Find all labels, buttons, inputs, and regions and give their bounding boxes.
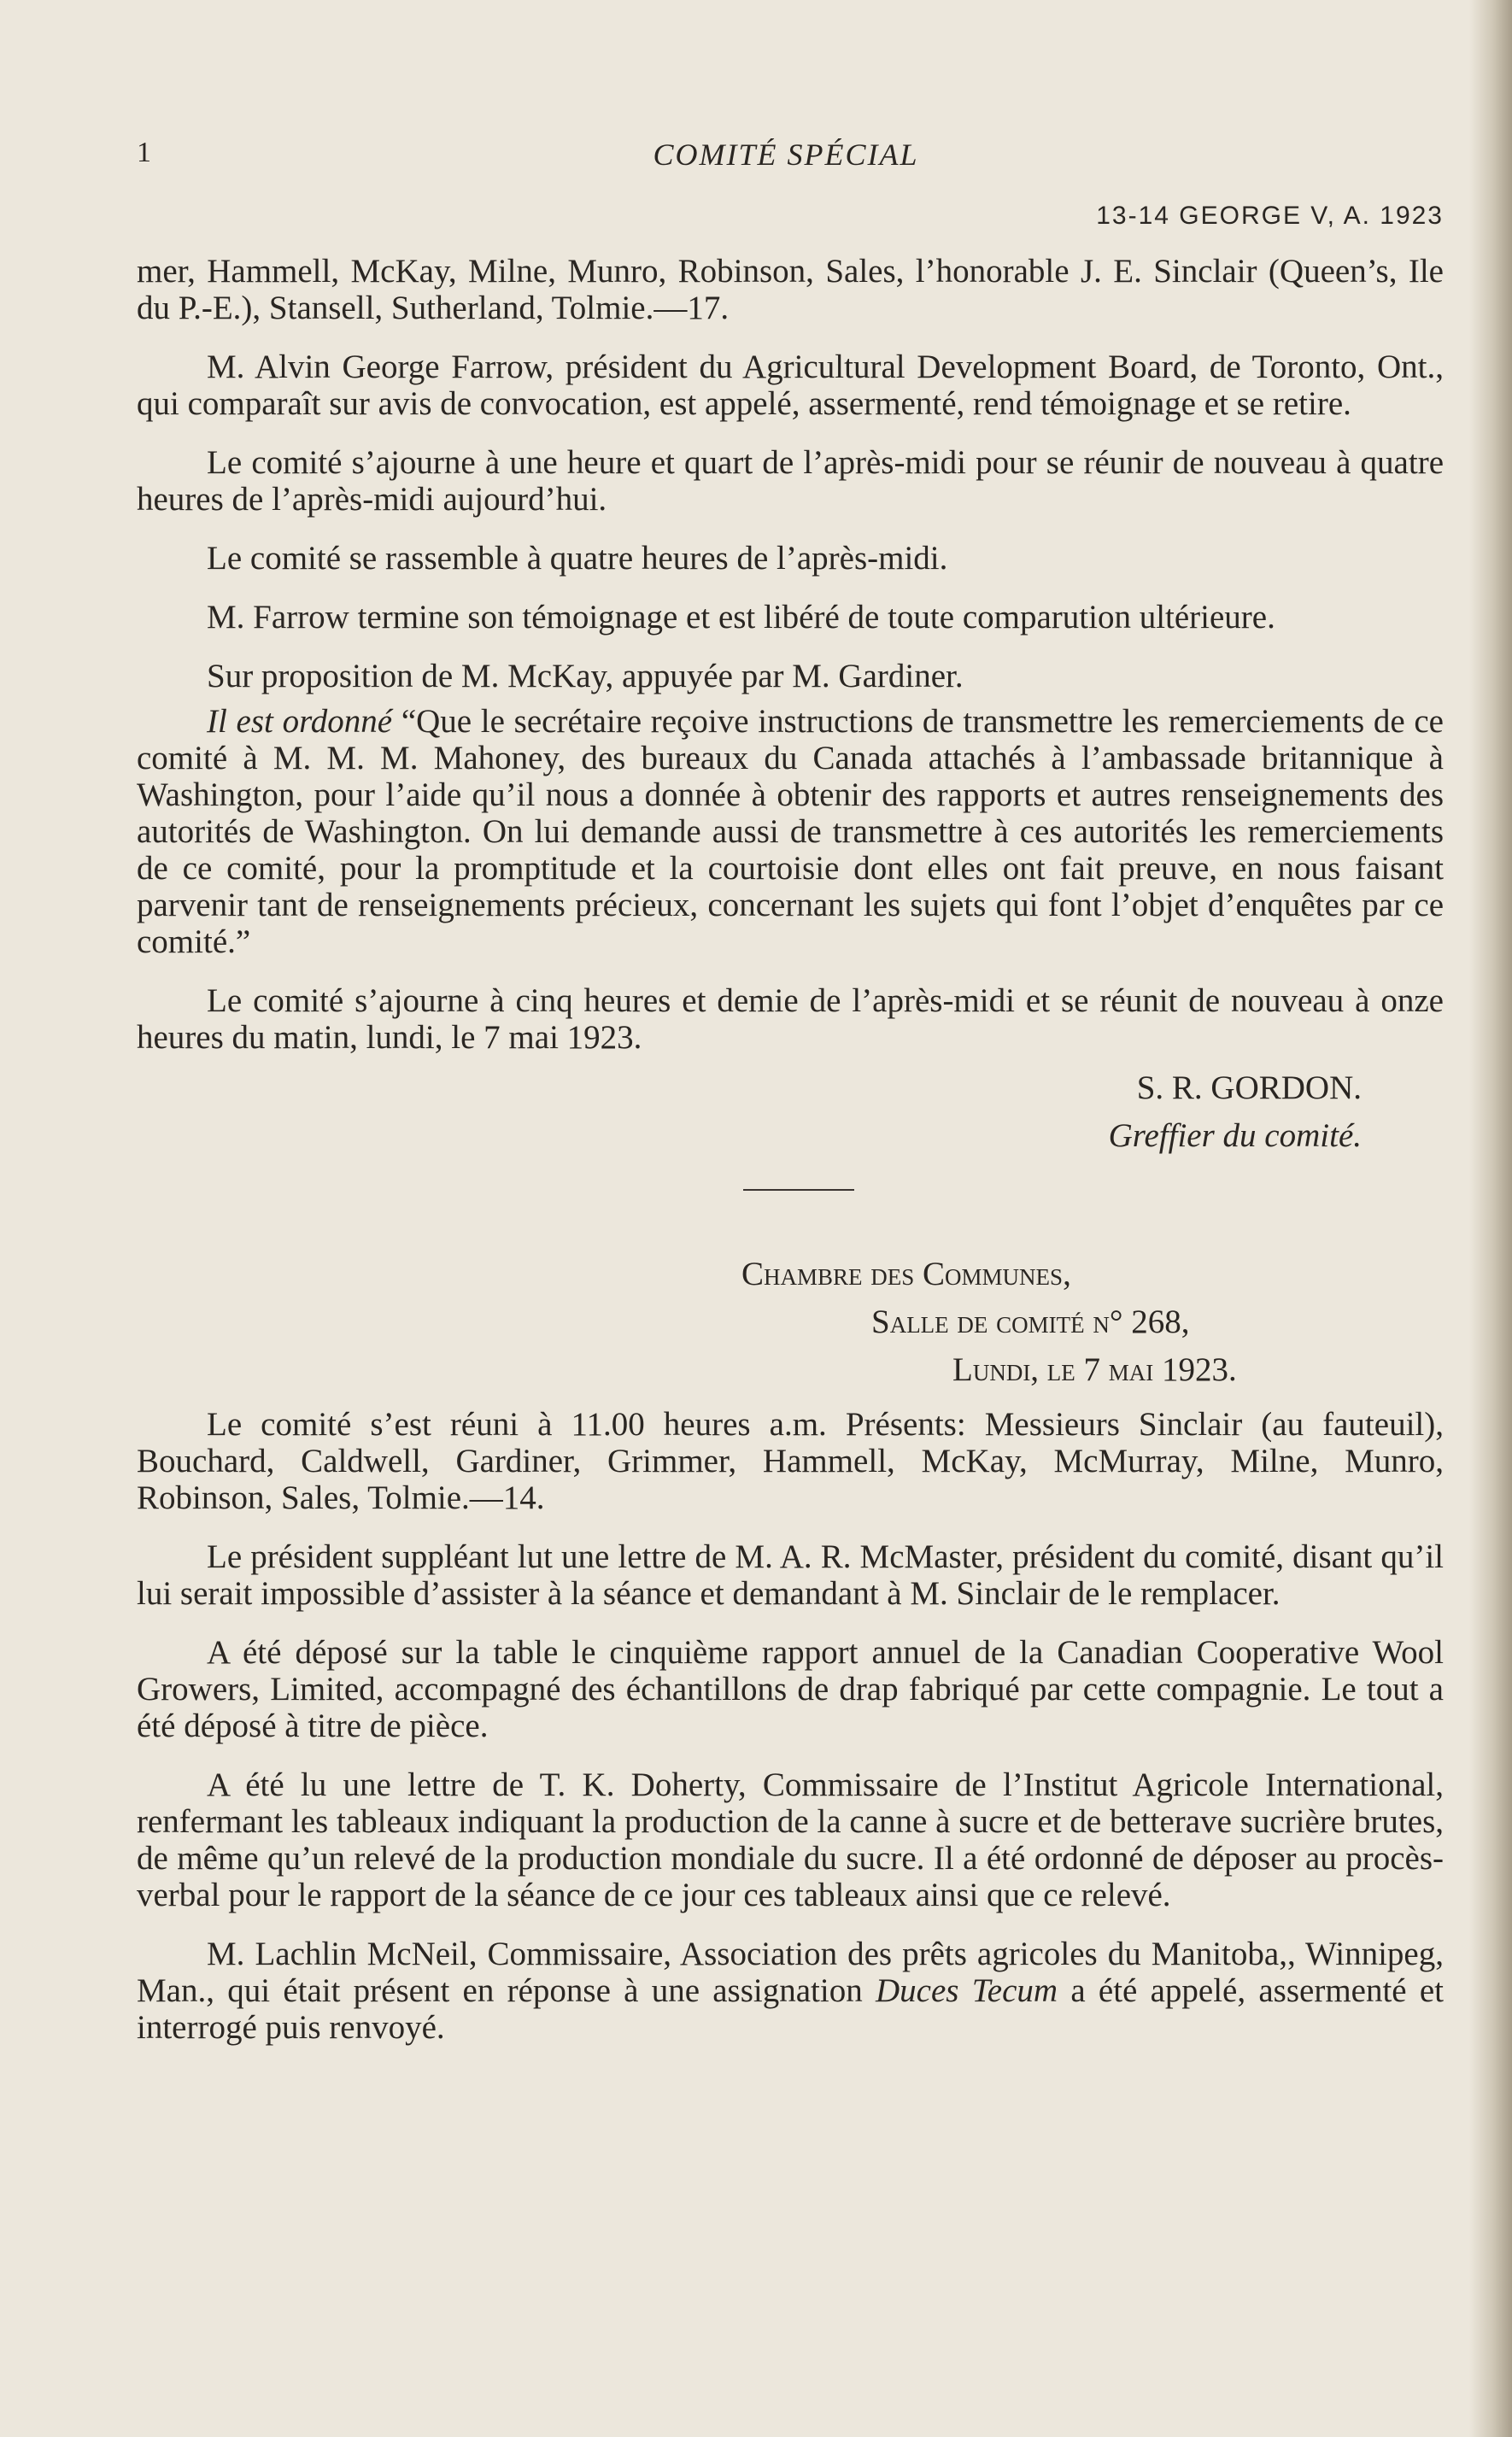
paragraph-members-continued: mer, Hammell, McKay, Milne, Munro, Robinson, Sales, l’honorable J. E. Sinclair (Queen’s, Ile du P.-E.), Stansell, Sutherland, Tolmie.—17. <box>137 253 1444 326</box>
location-date: Lundi, le 7 mai 1923. <box>952 1351 1237 1388</box>
page-edge-shadow <box>1469 0 1512 2437</box>
paragraph-farrow-released: M. Farrow termine son témoignage et est libéré de toute comparution ultérieure. <box>207 599 1275 636</box>
signature-title: Greffier du comité. <box>1108 1117 1362 1154</box>
resolution-text: “Que le secrétaire reçoive instructions de transmettre les remerciements de ce comité à M. M. M. Mahoney, des bureaux du Canada attachés à l’ambassade britannique à Washington, pour l’aide qu’il nous a donnée à obtenir des rapports et autres renseignements des autorités de Washington. On lui demande aussi de transmettre à ces autorités les remerciements de ce comité, pour la promptitude et la courtoisie dont elles ont fait preuve, en nous faisant parvenir tant de renseignements précieux, concernant les sujets qui font l’objet d’enquêtes par ce comité.” <box>137 703 1444 960</box>
signature-block <box>137 1064 1444 1160</box>
paragraph-resolution <box>137 703 1444 960</box>
document-body <box>137 253 1444 2068</box>
paragraph-motion: Sur proposition de M. McKay, appuyée par M. Gardiner. <box>207 658 964 694</box>
signature-name: S. R. GORDON. <box>1136 1069 1362 1106</box>
page-number: 1 <box>137 137 151 168</box>
location-house: Chambre des Communes, <box>741 1256 1071 1292</box>
paragraph-adjourn-evening: Le comité s’ajourne à cinq heures et demie de l’après-midi et se réunit de nouveau à onze heures du matin, lundi, le 7 mai 1923. <box>137 982 1444 1056</box>
duces-tecum: Duces Tecum <box>875 1972 1058 2009</box>
paragraph-mcneil-witness <box>137 1936 1444 2046</box>
mcneil-text-start: M. Lachlin McNeil, Commissaire, Association des prêts agricoles du Manitoba,, Winnipeg, Man., qui était présent en réponse à une assignation <box>137 1936 1444 2009</box>
paragraph-wool-report: A été déposé sur la table le cinquième rapport annuel de la Canadian Cooperative Wool Growers, Limited, accompagné des échantillons de drap fabriqué par cette compagnie. Le tout a été déposé à titre de pièce. <box>137 1634 1444 1744</box>
paragraph-acting-chair: Le président suppléant lut une lettre de M. A. R. McMaster, président du comité, disant qu’il lui serait impossible d’assister à la séance et demandant à M. Sinclair de le remplacer. <box>137 1538 1444 1612</box>
page-header <box>137 137 1435 179</box>
running-title: COMITÉ SPÉCIAL <box>653 138 919 172</box>
section-divider <box>743 1189 854 1191</box>
paragraph-reassemble: Le comité se rassemble à quatre heures de l’après-midi. <box>207 540 948 577</box>
mcneil-text-end: a été appelé, assermenté et interrogé puis renvoyé. <box>137 1972 1445 2046</box>
paragraph-adjourn-afternoon: Le comité s’ajourne à une heure et quart de l’après-midi pour se réunir de nouveau à quatre heures de l’après-midi aujourd’hui. <box>137 444 1444 518</box>
session-line: 13-14 GEORGE V, A. 1923 <box>1096 202 1444 230</box>
paragraph-doherty-letter: A été lu une lettre de T. K. Doherty, Commissaire de l’Institut Agricole International, renfermant les tableaux indiquant la production de la canne à sucre et de betterave sucrière brutes, de même qu’un relevé de la production mondiale du sucre. Il a été ordonné de déposer au procès-verbal pour le rapport de la séance de ce jour ces tableaux ainsi que ce relevé. <box>137 1766 1444 1913</box>
paragraph-meeting-present: Le comité s’est réuni à 11.00 heures a.m. Présents: Messieurs Sinclair (au fauteuil), Bouchard, Caldwell, Gardiner, Grimmer, Hammell, McKay, McMurray, Milne, Munro, Robinson, Sales, Tolmie.—14. <box>137 1406 1444 1516</box>
location-room: Salle de comité n° 268, <box>871 1303 1190 1340</box>
resolution-italic-lead: Il est ordonné <box>207 703 393 740</box>
paragraph-farrow-witness: M. Alvin George Farrow, président du Agricultural Development Board, de Toronto, Ont., qui comparaît sur avis de convocation, est appelé, assermenté, rend témoignage et se retire. <box>137 349 1444 422</box>
